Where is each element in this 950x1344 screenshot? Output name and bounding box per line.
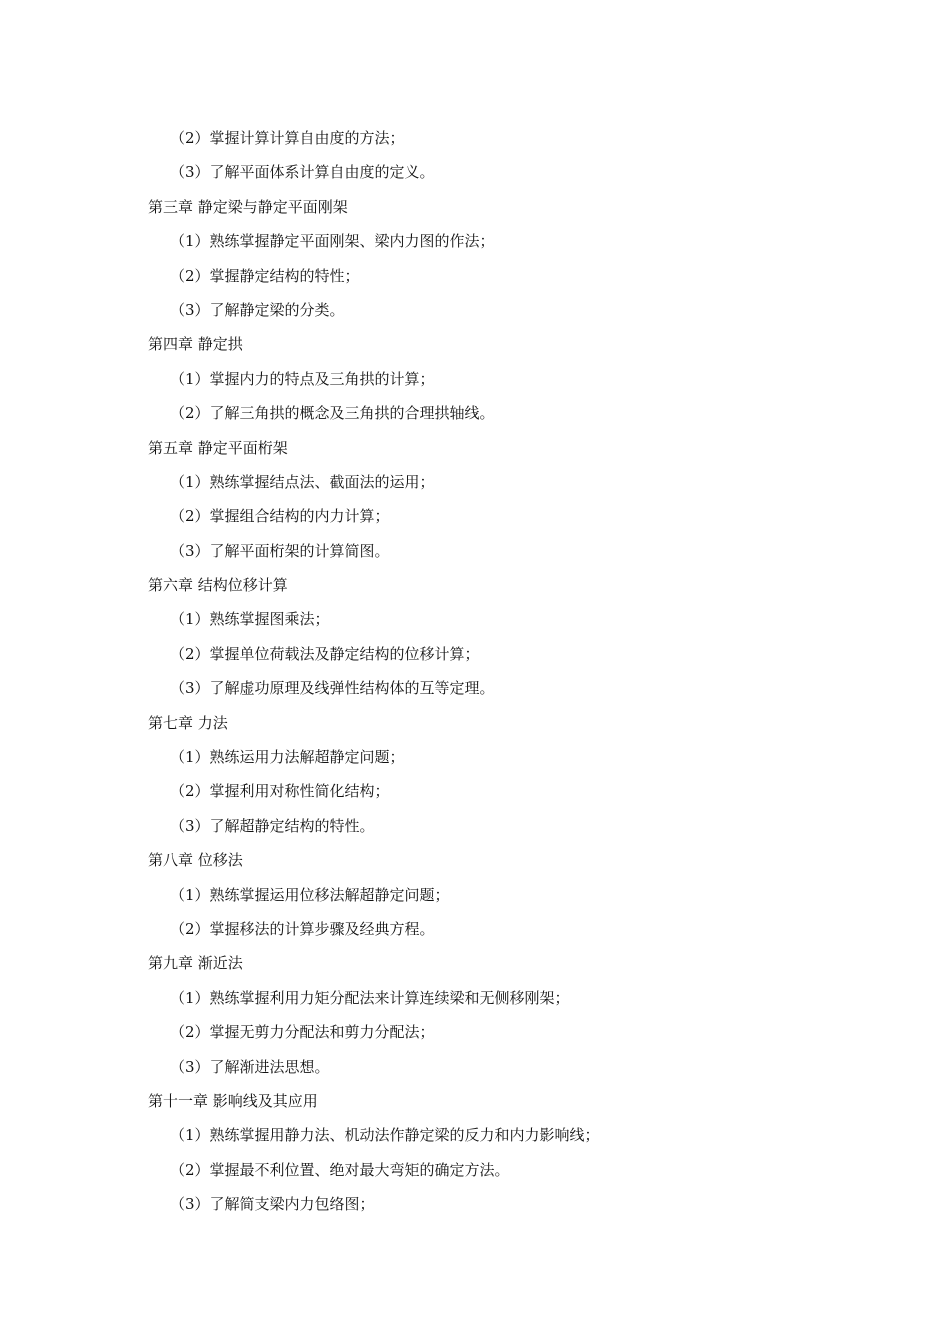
chapter-heading: 第五章 静定平面桁架	[148, 438, 288, 457]
list-item: （3）了解渐进法思想。	[170, 1057, 330, 1076]
document-body	[148, 126, 848, 1227]
list-item: （1）熟练掌握运用位移法解超静定问题；	[170, 885, 450, 904]
list-item: （2）掌握最不利位置、绝对最大弯矩的确定方法。	[170, 1160, 510, 1179]
list-item: （3）了解平面桁架的计算简图。	[170, 541, 390, 560]
list-item: （1）熟练掌握用静力法、机动法作静定梁的反力和内力影响线；	[170, 1126, 600, 1145]
list-item: （3）了解虚功原理及线弹性结构体的互等定理。	[170, 679, 495, 698]
chapter-heading: 第三章 静定梁与静定平面刚架	[148, 197, 348, 216]
list-item: （1）熟练掌握图乘法；	[170, 610, 330, 629]
list-item: （2）掌握静定结构的特性；	[170, 266, 360, 285]
list-item: （1）熟练运用力法解超静定问题；	[170, 748, 405, 767]
list-item: （1）熟练掌握静定平面刚架、梁内力图的作法；	[170, 232, 495, 251]
list-item: （2）掌握组合结构的内力计算；	[170, 507, 390, 526]
list-item: （2）掌握移法的计算步骤及经典方程。	[170, 919, 435, 938]
list-item: （2）掌握计算计算自由度的方法；	[170, 129, 405, 147]
chapter-heading: 第六章 结构位移计算	[148, 576, 288, 595]
list-item: （1）熟练掌握利用力矩分配法来计算连续梁和无侧移刚架；	[170, 988, 570, 1007]
list-item: （2）掌握无剪力分配法和剪力分配法；	[170, 1023, 435, 1042]
list-item: （3）了解静定梁的分类。	[170, 300, 345, 319]
list-item: （2）掌握单位荷载法及静定结构的位移计算；	[170, 644, 480, 663]
chapter-heading: 第七章 力法	[148, 713, 228, 732]
list-item: （2）了解三角拱的概念及三角拱的合理拱轴线。	[170, 404, 495, 423]
chapter-heading: 第九章 渐近法	[148, 954, 243, 973]
list-item: （1）熟练掌握结点法、截面法的运用；	[170, 472, 435, 491]
chapter-heading: 第十一章 影响线及其应用	[148, 1091, 318, 1110]
list-item: （3）了解超静定结构的特性。	[170, 816, 375, 835]
list-item: （2）掌握利用对称性简化结构；	[170, 782, 390, 801]
chapter-heading: 第八章 位移法	[148, 851, 243, 870]
list-item: （1）掌握内力的特点及三角拱的计算；	[170, 369, 435, 388]
list-item: （3）了解平面体系计算自由度的定义。	[170, 163, 435, 182]
chapter-heading: 第四章 静定拱	[148, 335, 243, 354]
list-item: （3）了解简支梁内力包络图；	[170, 1195, 375, 1214]
